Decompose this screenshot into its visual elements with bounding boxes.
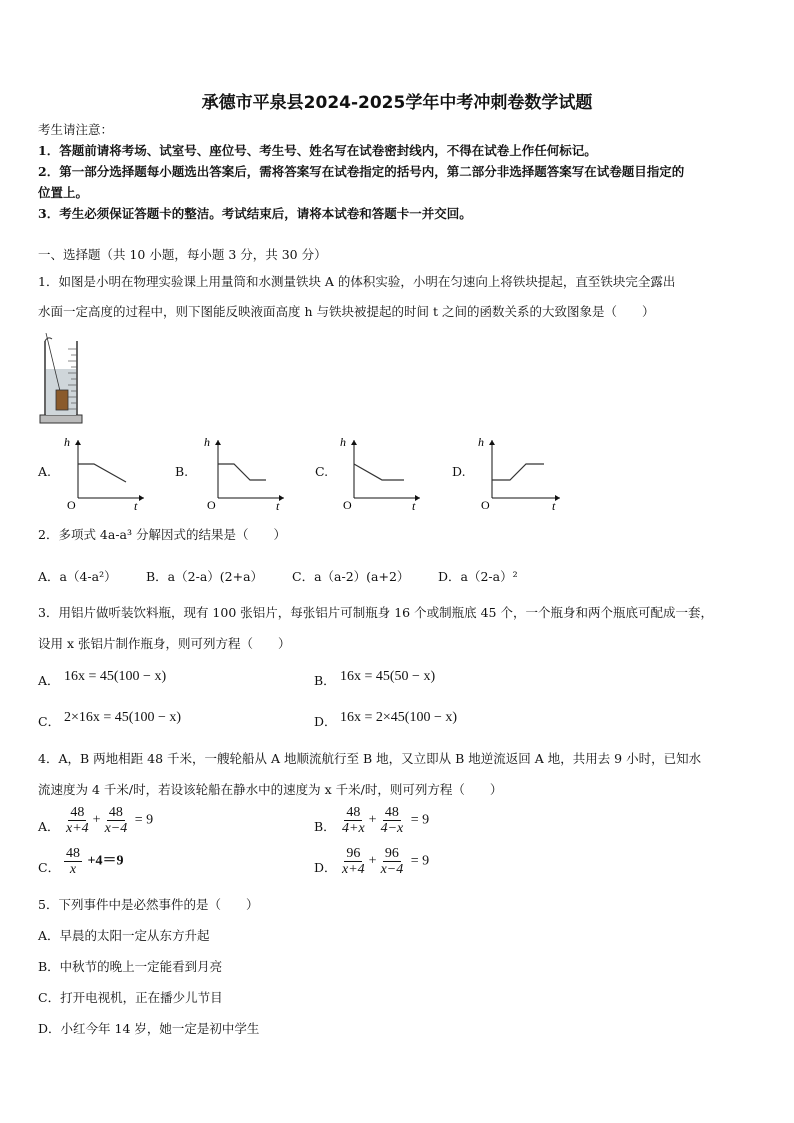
q3-option-b: 16x = 45(50 − x)	[340, 669, 436, 684]
q2-option-a: A．a（4-a²）	[38, 569, 117, 584]
axis-t-label: t	[412, 499, 416, 510]
axis-h-label: h	[64, 435, 70, 449]
q4-option-a-label: A．	[38, 819, 60, 834]
axis-h-label: h	[340, 435, 346, 449]
q5-option-d: D．小红今年 14 岁，她一定是初中学生	[38, 1021, 260, 1036]
q1-graph-b	[200, 434, 286, 510]
notice-item-2-cont: 位置上。	[38, 185, 89, 200]
q2-option-c: C．a（a-2）(a+2）	[292, 569, 410, 584]
q1-graph-d	[474, 434, 564, 510]
section-heading: 一、选择题（共 10 小题，每小题 3 分，共 30 分）	[38, 247, 327, 262]
q3-option-c: 2×16x = 45(100 − x)	[64, 710, 182, 725]
q1-option-d-label: D.	[452, 464, 466, 479]
q1-option-a-label: A.	[38, 464, 52, 479]
q1-graph-a	[60, 434, 146, 510]
q2-stem: 2．多项式 4a-a³ 分解因式的结果是（ ）	[38, 527, 286, 542]
axis-h-label: h	[204, 435, 210, 449]
q4-option-d-label: D．	[314, 860, 337, 875]
q3-option-d-label: D．	[314, 714, 337, 729]
q3-option-b-label: B．	[314, 673, 336, 688]
origin-label: O	[207, 498, 216, 510]
origin-label: O	[67, 498, 76, 510]
q1-stem-line2: 水面一定高度的过程中，则下图能反映液面高度 h 与铁块被提起的时间 t 之间的函数关系的大致图象是（ ）	[38, 304, 655, 319]
page-title: 承德市平泉县2024-2025学年中考冲刺卷数学试题	[201, 93, 593, 113]
q4-option-b: $\frac{48}{4+x}$ + $\frac{48}{4-x}$ = 9	[342, 805, 430, 836]
q4-option-a: $\frac{48}{x+4}$ + $\frac{48}{x-4}$ = 9	[66, 805, 154, 836]
q4-stem-line1: 4．A，B 两地相距 48 千米，一艘轮船从 A 地顺流航行至 B 地，又立即从 B 地逆流返回 A 地，共用去 9 小时，已知水	[38, 751, 702, 766]
q1-option-b-label: B.	[175, 464, 189, 479]
notice-item-1: 1．答题前请将考场、试室号、座位号、考生号、姓名写在试卷密封线内，不得在试卷上作任何标记。	[38, 143, 597, 158]
q4-option-b-label: B．	[314, 819, 336, 834]
axis-t-label: t	[276, 499, 280, 510]
q5-option-c: C．打开电视机，正在播少儿节目	[38, 990, 223, 1005]
axis-t-label: t	[552, 499, 556, 510]
q3-stem-line1: 3．用铝片做听装饮料瓶，现有 100 张铝片，每张铝片可制瓶身 16 个或制瓶底 45 个，一个瓶身和两个瓶底可配成一套，	[38, 605, 713, 620]
q4-stem-line2: 流速度为 4 千米/时，若设该轮船在静水中的速度为 x 千米/时，则可列方程（ ）	[38, 782, 503, 797]
notice-heading: 考生请注意：	[38, 122, 114, 137]
q4-option-c: $\frac{48}{x}$ +4＝9	[66, 846, 124, 877]
q4-option-c-label: C．	[38, 860, 61, 875]
q5-stem: 5．下列事件中是必然事件的是（ ）	[38, 897, 259, 912]
axis-t-label: t	[134, 499, 138, 510]
q3-option-a-label: A．	[38, 673, 60, 688]
q5-option-a: A．早晨的太阳一定从东方升起	[38, 928, 210, 943]
notice-item-3: 3．考生必须保证答题卡的整洁。考试结束后，请将本试卷和答题卡一并交回。	[38, 206, 472, 221]
origin-label: O	[481, 498, 490, 510]
q4-option-d: $\frac{96}{x+4}$ + $\frac{96}{x-4}$ = 9	[342, 846, 430, 877]
origin-label: O	[343, 498, 352, 510]
q1-stem-line1: 1．如图是小明在物理实验课上用量筒和水测量铁块 A 的体积实验，小明在匀速向上将铁块提起，直至铁块完全露出	[38, 274, 676, 289]
q2-option-d: D．a（2-a）²	[438, 569, 518, 584]
q3-stem-line2: 设用 x 张铝片制作瓶身，则可列方程（ ）	[38, 636, 291, 651]
q5-option-b: B．中秋节的晚上一定能看到月亮	[38, 959, 223, 974]
q2-option-b: B．a（2-a）(2+a）	[146, 569, 264, 584]
q1-option-c-label: C.	[315, 464, 329, 479]
axis-h-label: h	[478, 435, 484, 449]
q3-option-d: 16x = 2×45(100 − x)	[340, 710, 458, 725]
measuring-cylinder-figure	[36, 333, 86, 425]
notice-item-2: 2．第一部分选择题每小题选出答案后，需将答案写在试卷指定的括号内，第二部分非选择题答案写在试卷题目指定的	[38, 164, 685, 179]
q3-option-a: 16x = 45(100 − x)	[64, 669, 167, 684]
q3-option-c-label: C．	[38, 714, 61, 729]
q1-graph-c	[336, 434, 422, 510]
